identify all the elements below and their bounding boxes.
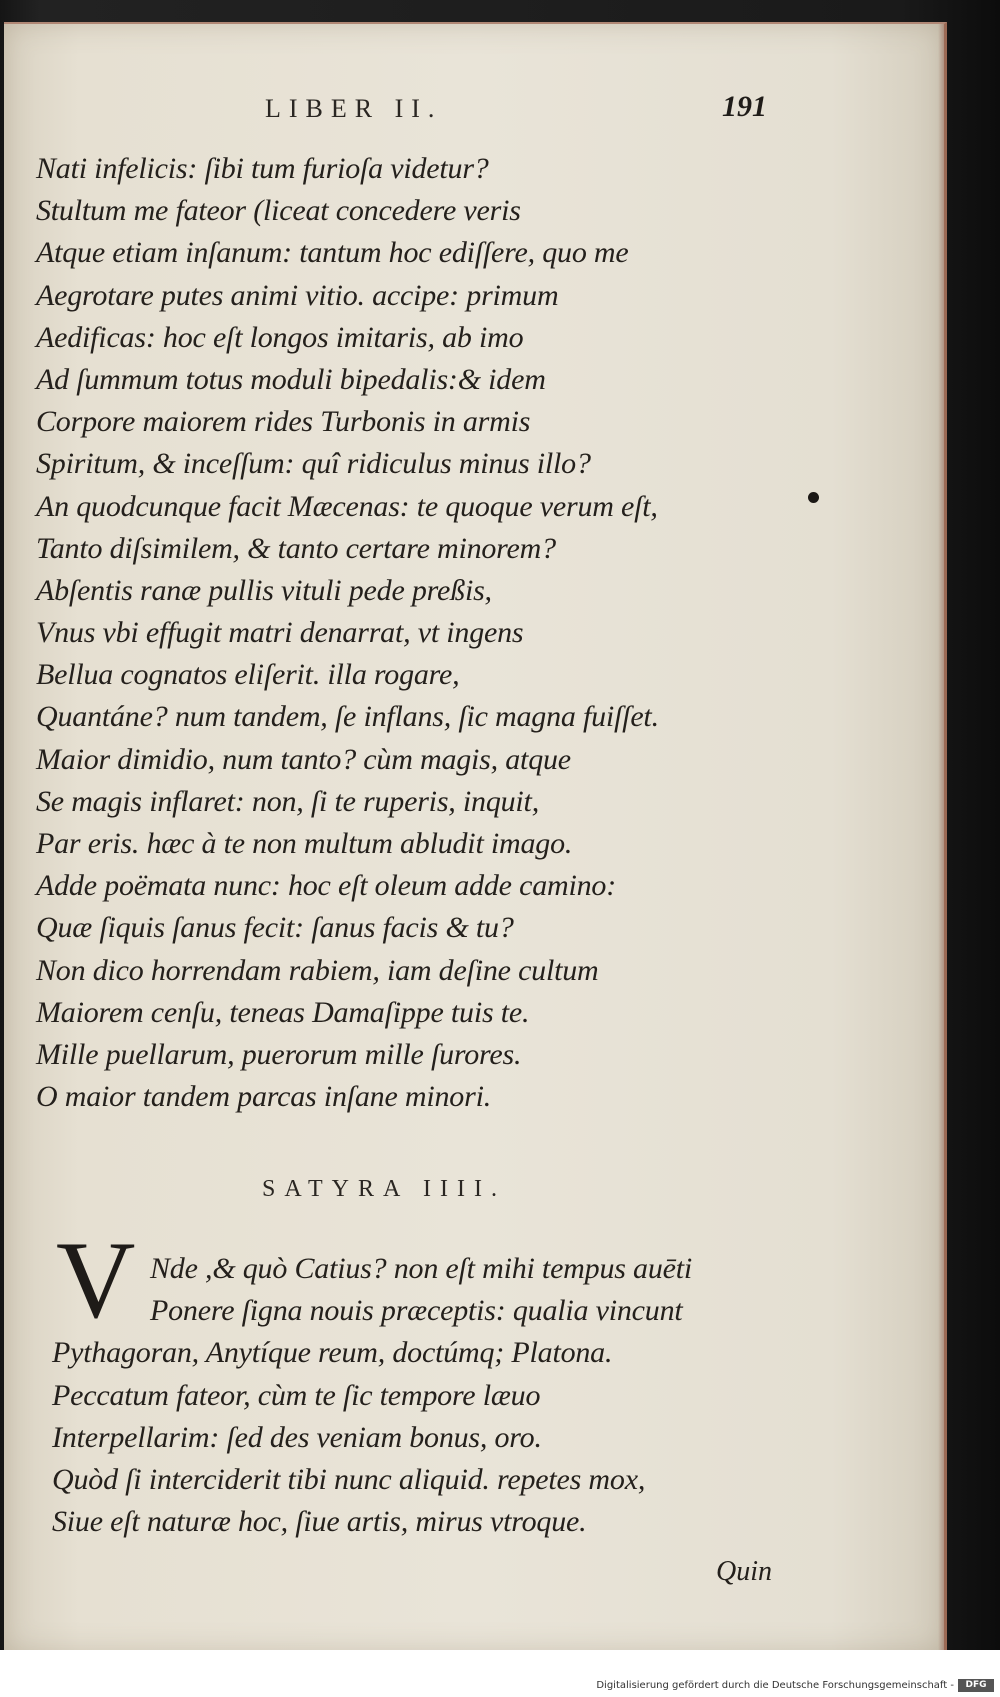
- verse-line: Non dico horrendam rabiem, iam deſine cultum: [36, 953, 599, 987]
- verse-line: Se magis inflaret: non, ſi te ruperis, inquit,: [36, 784, 539, 818]
- verse-line: Siue eſt naturæ hoc, ſiue artis, mirus vtroque.: [52, 1505, 587, 1539]
- verse-line: Mille puellarum, puerorum mille ſurores.: [36, 1037, 522, 1071]
- dfg-logo: DFG: [958, 1679, 994, 1692]
- verse-line: Ponere ſigna nouis præceptis: qualia vincunt: [150, 1294, 683, 1328]
- verse-line: O maior tandem parcas inſane minori.: [36, 1080, 492, 1114]
- verse-line: Maior dimidio, num tanto? cùm magis, atque: [36, 742, 571, 776]
- verse-line: Ad ſummum totus moduli bipedalis:& idem: [36, 362, 546, 396]
- verse-line: Interpellarim: ſed des veniam bonus, oro.: [52, 1420, 542, 1454]
- verse-line: Abſentis ranæ pullis vituli pede preßis,: [36, 573, 492, 607]
- verse-line: Aedificas: hoc eſt longos imitaris, ab imo: [36, 320, 524, 354]
- verse-line: An quodcunque facit Mæcenas: te quoque verum eſt,: [36, 489, 658, 523]
- verse-line: Par eris. hæc à te non multum abludit imago.: [36, 827, 573, 860]
- verse-line: Vnus vbi effugit matri denarrat, vt ingens: [36, 616, 524, 650]
- verse-line: Quæ ſiquis ſanus fecit: ſanus facis & tu?: [36, 911, 514, 945]
- verse-line: Adde poëmata nunc: hoc eſt oleum adde camino:: [36, 869, 616, 903]
- page-edge: [938, 24, 944, 1652]
- catchword: Quin: [716, 1556, 772, 1587]
- verse-line: Quòd ſi interciderit tibi nunc aliquid. repetes mox,: [52, 1462, 646, 1496]
- verse-line: Quantáne? num tandem, ſe inflans, ſic magna fuiſſet.: [36, 700, 659, 734]
- footer-bar: [0, 1650, 1000, 1697]
- page-header: [0, 80, 940, 130]
- verse-line: Nde ,& quò Catius? non eſt mihi tempus auēti: [150, 1252, 693, 1285]
- verse-line: Corpore maiorem rides Turbonis in armis: [36, 405, 531, 439]
- verse-block-satire-iiii: [52, 1248, 932, 1543]
- verse-line: Spiritum, & inceſſum: quî ridiculus minus illo?: [36, 447, 591, 481]
- verse-line: Nati infelicis: ſibi tum furioſa videtur?: [36, 152, 489, 185]
- verse-line: Maiorem cenſu, teneas Damaſippe tuis te.: [36, 995, 530, 1029]
- running-head: LIBER II.: [265, 94, 443, 123]
- page-number: 191: [722, 90, 767, 123]
- ink-spot: [808, 492, 819, 503]
- verse-line: Peccatum fateor, cùm te ſic tempore læuo: [52, 1378, 541, 1412]
- section-title: SATYRA IIII.: [262, 1176, 506, 1202]
- verse-line: Aegrotare putes animi vitio. accipe: primum: [36, 278, 559, 312]
- verse-block-satire-iii: [36, 148, 916, 1118]
- verse-line: Pythagoran, Anytíque reum, doctúmq; Platona.: [52, 1336, 613, 1370]
- footer-credit: Digitalisierung gefördert durch die Deutsche Forschungsgemeinschaft -: [596, 1680, 954, 1691]
- verse-line: Atque etiam inſanum: tantum hoc ediſſere, quo me: [36, 236, 629, 270]
- verse-line: Tanto diſsimilem, & tanto certare minorem?: [36, 531, 556, 565]
- drop-cap-initial: V: [56, 1219, 136, 1341]
- verse-line: Bellua cognatos eliſerit. illa rogare,: [36, 658, 460, 692]
- verse-line: Stultum me fateor (liceat concedere veris: [36, 194, 521, 228]
